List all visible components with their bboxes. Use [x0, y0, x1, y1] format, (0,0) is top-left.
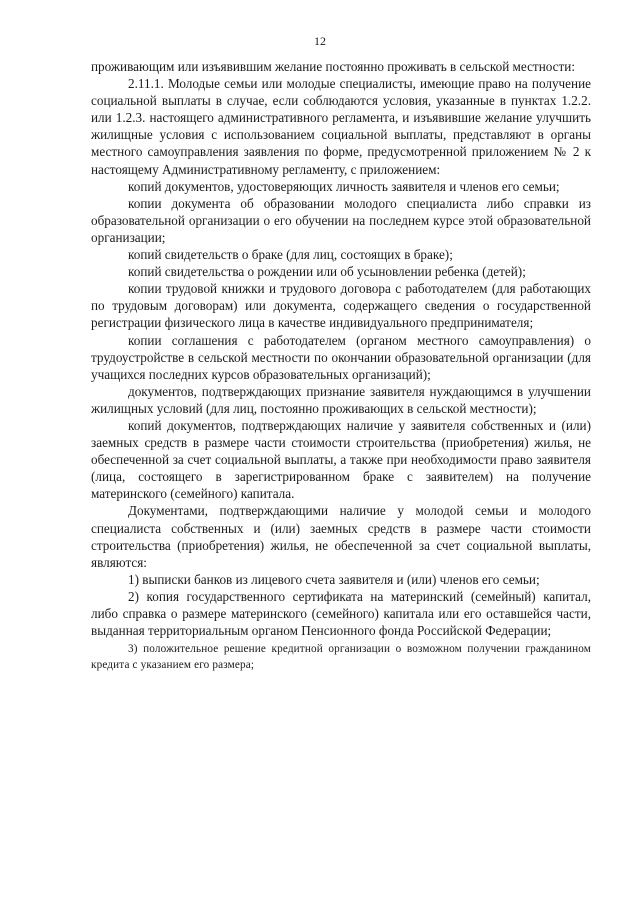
paragraph-12: 1) выписки банков из лицевого счета заявителя и (или) членов его семьи; — [128, 571, 540, 587]
paragraph-8: копии соглашения с работодателем (органом местного самоуправления) о трудоустройстве в сельской местности по окончании образовательной организации (для учащихся последних курсов образовательных организаций); — [91, 332, 591, 382]
paragraph-11: Документами, подтверждающими наличие у молодой семьи и молодого специалиста собственных и (или) заемных средств в размере части стоимости строительства (приобретения) жилья, не обеспеченной за счет социальной выплаты, являются: — [91, 503, 591, 570]
paragraph-2: 2.11.1. Молодые семьи или молодые специалисты, имеющие право на получение социальной выплаты в случае, если соблюдаются условия, указанные в пунктах 1.2.2. или 1.2.3. настоящего административного регламента, и изъявившие желание улучшить жилищные условия с использованием социальной выплаты, представляют в органы местного самоуправления заявления по форме, предусмотренной приложением № 2 к настоящему Административному регламенту, с приложением: — [91, 76, 591, 177]
paragraph-7: копии трудовой книжки и трудового договора с работодателем (для работающих по трудовым договорам) или документа, содержащего сведения о государственной регистрации физического лица в качестве индивидуального предпринимателя; — [91, 281, 591, 331]
body-text — [91, 58, 591, 673]
paragraph-14: 3) положительное решение кредитной организации о возможном получении гражданином кредита с указанием его размера; — [91, 643, 591, 672]
page-number: 12 — [314, 34, 326, 48]
paragraph-6: копий свидетельства о рождении или об усыновлении ребенка (детей); — [128, 264, 526, 280]
paragraph-1: проживающим или изъявившим желание постоянно проживать в сельской местности: — [91, 59, 576, 74]
paragraph-9: документов, подтверждающих признание заявителя нуждающимся в улучшении жилищных условий (для лиц, постоянно проживающих в сельской местности); — [91, 383, 591, 416]
paragraph-5: копий свидетельств о браке (для лиц, состоящих в браке); — [128, 247, 453, 263]
paragraph-10: копий документов, подтверждающих наличие у заявителя собственных и (или) заемных средств в размере части стоимости строительства (приобретения) жилья, не обеспеченной за счет социальной выплаты, а также при необходимости право заявителя (лица, состоящего в зарегистрированном браке с заявителем) на получение материнского (семейного) капитала. — [91, 417, 591, 502]
paragraph-4: копии документа об образовании молодого специалиста либо справки из образовательной организации о его обучении на последнем курсе этой образовательной организации; — [91, 195, 591, 245]
paragraph-13: 2) копия государственного сертификата на материнский (семейный) капитал, либо справка о размере материнского (семейного) капитала или его оставшейся части, выданная территориальным органом Пенсионного фонда Российской Федерации; — [91, 588, 591, 639]
paragraph-3: копий документов, удостоверяющих личность заявителя и членов его семьи; — [128, 178, 560, 194]
